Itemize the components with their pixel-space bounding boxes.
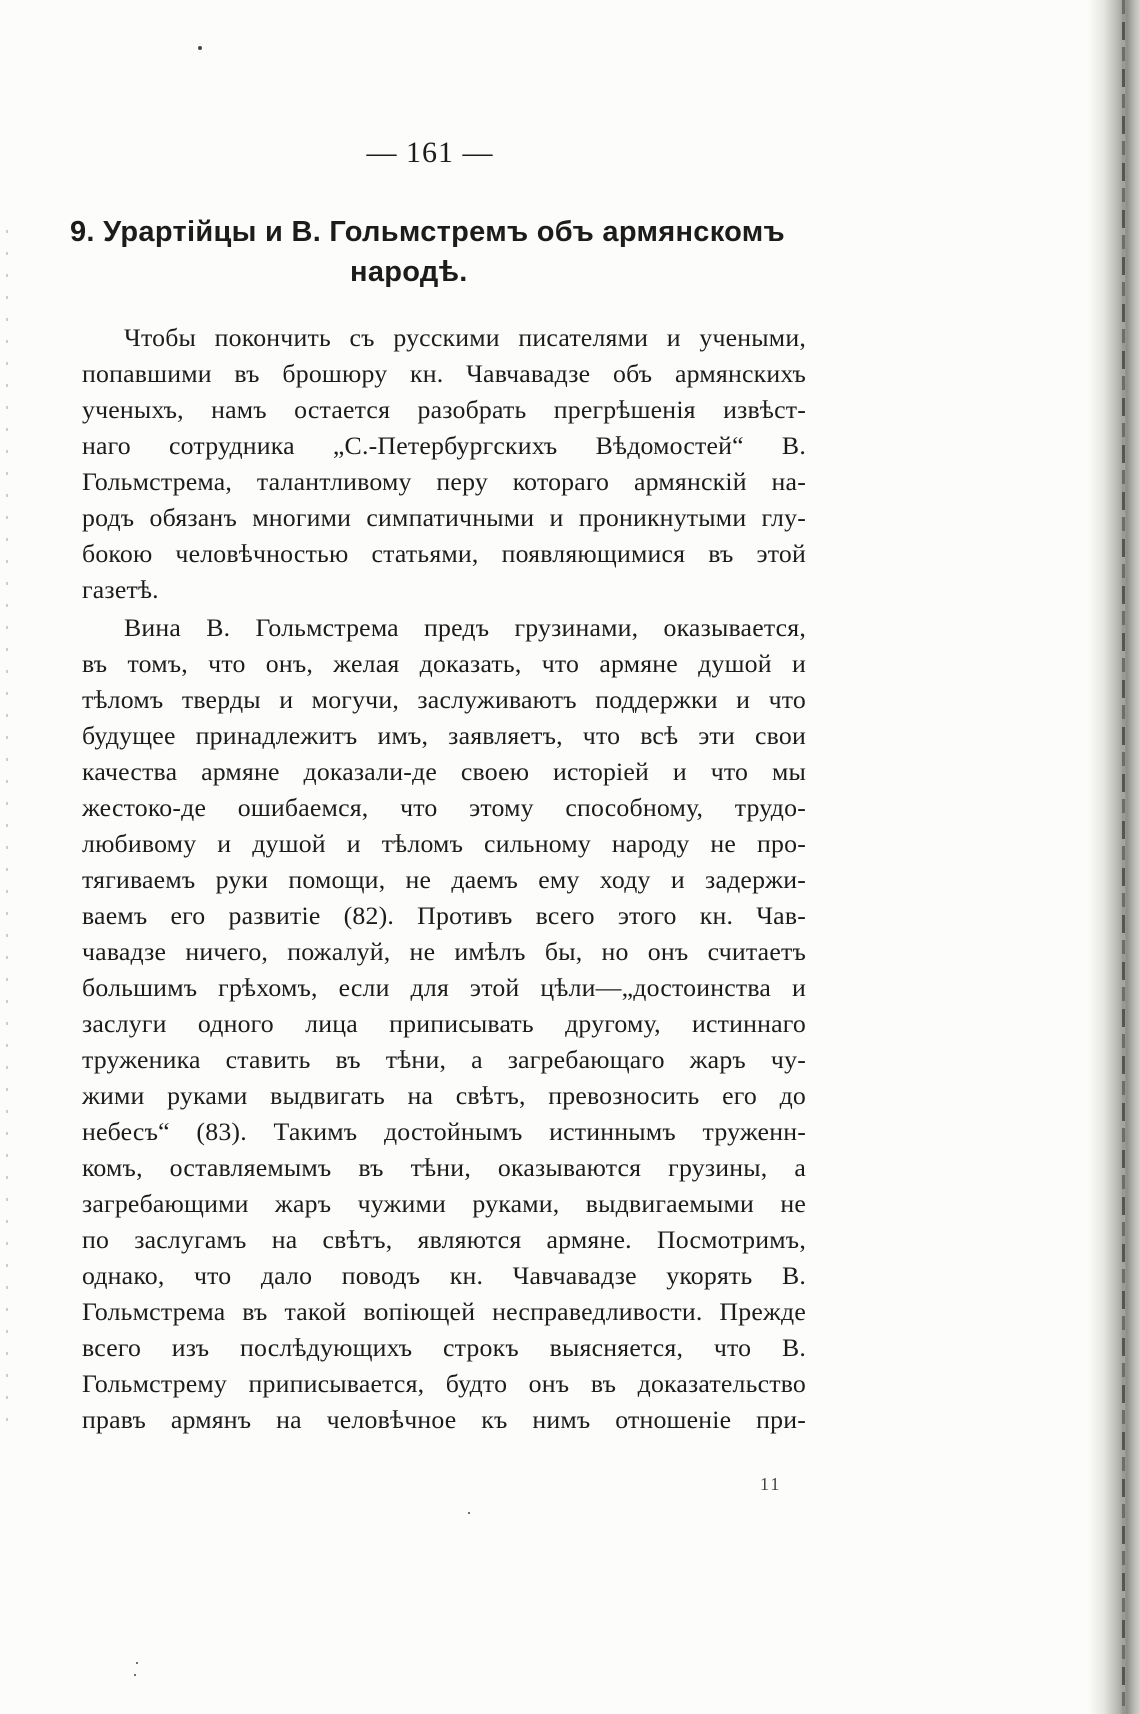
page-number: — 161 — [366, 136, 494, 169]
chapter-heading-line-2: народѣ. [350, 256, 468, 288]
text-line: Гольмстрема, талантливому перу котораго армянскій на- [82, 467, 806, 496]
text-line: газетѣ. [82, 575, 159, 604]
ink-speck [468, 1512, 470, 1514]
text-line: большимъ грѣхомъ, если для этой цѣли—„достоинства и [82, 973, 806, 1002]
text-line: труженика ставить въ тѣни, а загребающаго жаръ чу- [82, 1045, 806, 1074]
text-line: всего изъ послѣдующихъ строкъ выясняется, что В. [82, 1333, 806, 1362]
text-line: будущее принадлежитъ имъ, заявляетъ, что всѣ эти свои [82, 721, 806, 750]
paragraph-1 [82, 320, 806, 608]
body-text [82, 320, 806, 1438]
text-line: правъ армянъ на человѣчное къ нимъ отношеніе при- [82, 1405, 806, 1434]
chapter-heading-line-1: 9. Урартійцы и В. Гольмстремъ объ армянскомъ [70, 216, 785, 248]
text-line: небесъ“ (83). Такимъ достойнымъ истиннымъ труженн- [82, 1117, 806, 1146]
text-line: ученыхъ, намъ остается разобрать прегрѣшенія извѣст- [82, 395, 806, 424]
text-line: жими руками выдвигать на свѣтъ, превозносить его до [82, 1081, 806, 1110]
text-line: Чтобы покончить съ русскими писателями и учеными, [124, 323, 806, 352]
text-line: загребающими жаръ чужими руками, выдвигаемыми не [82, 1189, 806, 1218]
text-line: въ томъ, что онъ, желая доказать, что армяне душой и [82, 649, 806, 678]
text-line: наго сотрудника „С.-Петербургскихъ Вѣдомостей“ В. [82, 431, 806, 460]
text-line: качества армяне доказали-де своею исторіей и что мы [82, 757, 806, 786]
text-line: Вина В. Гольмстрема предъ грузинами, оказывается, [124, 613, 806, 642]
signature-mark: 11 [760, 1474, 782, 1494]
ink-speck [136, 1662, 138, 1664]
text-line: чавадзе ничего, пожалуй, не имѣлъ бы, но онъ считаетъ [82, 937, 806, 966]
binding-edge [1088, 0, 1140, 1714]
chapter-heading [70, 212, 830, 292]
text-line: ваемъ его развитіе (82). Противъ всего этого кн. Чав- [82, 901, 806, 930]
paragraph-2 [82, 610, 806, 1438]
text-line: по заслугамъ на свѣтъ, являются армяне. Посмотримъ, [82, 1225, 806, 1254]
text-line: бокою человѣчностью статьями, появляющимися въ этой [82, 539, 806, 568]
text-line: жестоко-де ошибаемся, что этому способному, трудо- [82, 793, 806, 822]
text-line: тягиваемъ руки помощи, не даемъ ему ходу и задержи- [82, 865, 806, 894]
text-line: родъ обязанъ многими симпатичными и проникнутыми глу- [82, 503, 806, 532]
text-line: заслуги одного лица приписывать другому, истиннаго [82, 1009, 806, 1038]
text-line: Гольмстрема въ такой вопіющей несправедливости. Прежде [82, 1297, 806, 1326]
margin-dots [6, 230, 8, 1430]
text-line: Гольмстрему приписывается, будто онъ въ доказательство [82, 1369, 806, 1398]
text-line: любивому и душой и тѣломъ сильному народу не про- [82, 829, 806, 858]
text-line: однако, что дало поводъ кн. Чавчавадзе укорять В. [82, 1261, 806, 1290]
text-line: комъ, оставляемымъ въ тѣни, оказываются грузины, а [82, 1153, 806, 1182]
text-line: попавшими въ брошюру кн. Чавчавадзе объ армянскихъ [82, 359, 806, 388]
text-line: тѣломъ тверды и могучи, заслуживаютъ поддержки и что [82, 685, 806, 714]
ink-speck [134, 1674, 136, 1676]
ink-speck [198, 46, 202, 50]
